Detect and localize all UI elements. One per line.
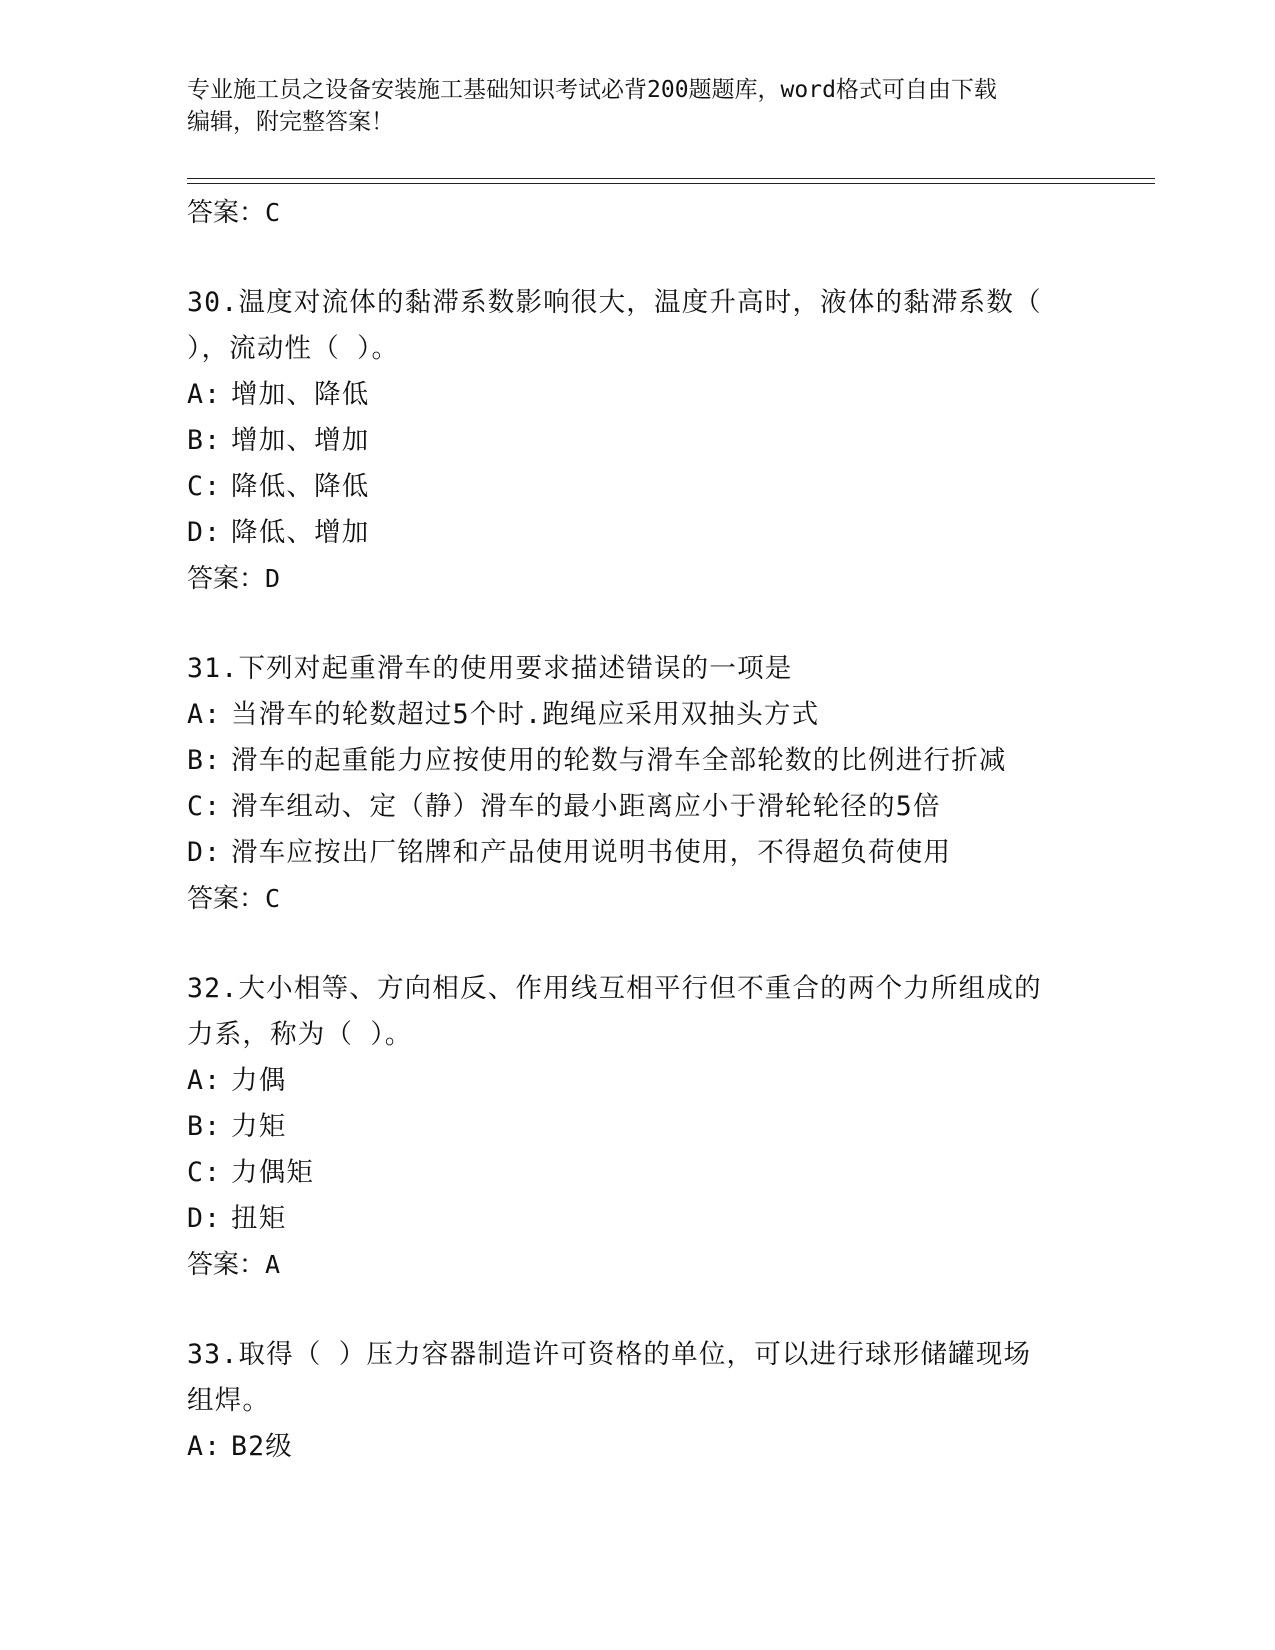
- option-tag: D:: [187, 517, 222, 548]
- question-answer: [187, 556, 1155, 602]
- option-a: [187, 1058, 1155, 1104]
- option-text: 增加、增加: [231, 425, 370, 456]
- question-answer: [187, 1242, 1155, 1288]
- answer-value: A: [265, 1250, 281, 1279]
- question-stem-line: 32.大小相等、方向相反、作用线互相平行但不重合的两个力所组成的: [187, 973, 1042, 1004]
- option-a: [187, 372, 1155, 418]
- option-text: 扭矩: [231, 1203, 287, 1234]
- answer-label: 答案：: [187, 884, 266, 914]
- option-d: [187, 510, 1155, 556]
- header-line-2: 编辑，附完整答案！: [187, 109, 394, 135]
- option-tag: A:: [187, 699, 222, 730]
- option-text: 当滑车的轮数超过5个时.跑绳应采用双抽头方式: [231, 699, 820, 730]
- option-d: [187, 830, 1155, 876]
- answer-value: C: [265, 198, 281, 227]
- option-c: [187, 464, 1155, 510]
- question-stem-line: 31.下列对起重滑车的使用要求描述错误的一项是: [187, 653, 793, 684]
- option-tag: B:: [187, 425, 222, 456]
- question-31: [187, 646, 1155, 922]
- previous-answer: [187, 190, 1155, 236]
- option-tag: B:: [187, 1111, 222, 1142]
- option-tag: C:: [187, 791, 222, 822]
- option-a: [187, 1424, 1155, 1470]
- question-list: [187, 190, 1155, 1470]
- option-tag: A:: [187, 1065, 222, 1096]
- option-tag: D:: [187, 837, 222, 868]
- option-tag: C:: [187, 1157, 222, 1188]
- question-answer: [187, 876, 1155, 922]
- answer-label: 答案：: [187, 564, 266, 594]
- option-text: 力偶矩: [231, 1157, 315, 1188]
- question-33: [187, 1332, 1155, 1470]
- option-d: [187, 1196, 1155, 1242]
- answer-label: 答案：: [187, 198, 266, 228]
- option-c: [187, 784, 1155, 830]
- question-stem-line: 力系，称为（ ）。: [187, 1019, 413, 1050]
- answer-value: C: [265, 884, 281, 913]
- option-text: 降低、增加: [231, 517, 370, 548]
- question-stem-line: 30.温度对流体的黏滞系数影响很大，温度升高时，液体的黏滞系数（: [187, 287, 1042, 318]
- header-rule-top: [187, 178, 1155, 179]
- header-line-1: 专业施工员之设备安装施工基础知识考试必背200题题库，word格式可自由下载: [187, 77, 997, 103]
- option-tag: B:: [187, 745, 222, 776]
- option-b: [187, 418, 1155, 464]
- option-text: 增加、降低: [231, 379, 370, 410]
- question-32: [187, 966, 1155, 1288]
- option-text: B2级: [231, 1431, 294, 1462]
- option-text: 力矩: [231, 1111, 287, 1142]
- answer-value: D: [265, 564, 281, 593]
- header-rule-bottom: [187, 183, 1155, 184]
- option-text: 滑车的起重能力应按使用的轮数与滑车全部轮数的比例进行折减: [231, 745, 1007, 776]
- option-text: 滑车应按出厂铭牌和产品使用说明书使用，不得超负荷使用: [231, 837, 952, 868]
- option-text: 滑车组动、定（静）滑车的最小距离应小于滑轮轮径的5倍: [231, 791, 941, 822]
- option-tag: A:: [187, 1431, 222, 1462]
- question-stem-line: ），流动性（ ）。: [187, 333, 400, 364]
- option-c: [187, 1150, 1155, 1196]
- option-tag: D:: [187, 1203, 222, 1234]
- option-b: [187, 738, 1155, 784]
- option-text: 力偶: [231, 1065, 287, 1096]
- option-tag: A:: [187, 379, 222, 410]
- option-tag: C:: [187, 471, 222, 502]
- answer-label: 答案：: [187, 1250, 266, 1280]
- question-30: [187, 280, 1155, 602]
- document-header: [187, 74, 1087, 138]
- option-a: [187, 692, 1155, 738]
- option-text: 降低、降低: [231, 471, 370, 502]
- question-stem-line: 33.取得（ ）压力容器制造许可资格的单位，可以进行球形储罐现场: [187, 1339, 1032, 1370]
- option-b: [187, 1104, 1155, 1150]
- question-stem-line: 组焊。: [187, 1385, 271, 1416]
